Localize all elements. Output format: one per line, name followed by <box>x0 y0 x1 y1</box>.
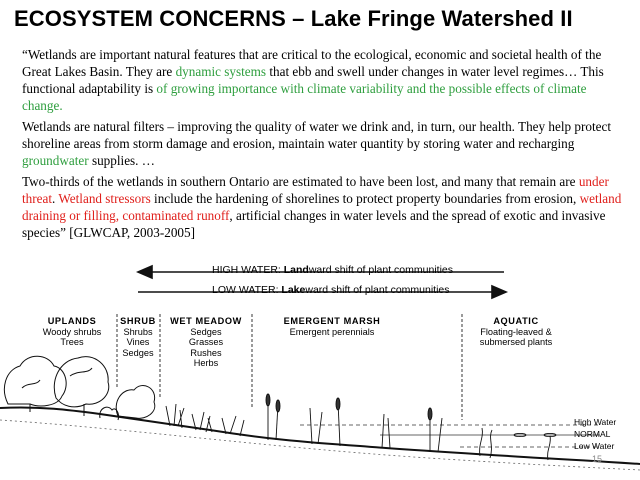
paragraph-2: Wetlands are natural filters – improving the quality of water we drink and, in turn, our health. They help protect shoreline areas from storm damage and erosion, maintain water quantity by storing water and recharging groundwater supplies. … <box>22 119 612 168</box>
normal-water-label: NORMAL <box>574 429 611 439</box>
zone-wet-meadow: WET MEADOW Sedges Grasses Rushes Herbs <box>170 316 242 368</box>
zone-aquatic: AQUATIC Floating-leaved & submersed plants <box>479 316 553 347</box>
page-number: 15 <box>591 454 602 464</box>
low-water-label: Low Water <box>574 441 615 451</box>
zone-emergent-marsh: EMERGENT MARSH Emergent perennials <box>283 316 381 337</box>
high-water-label: High Water <box>574 417 617 427</box>
zone-uplands: UPLANDS Woody shrubs Trees <box>42 316 102 347</box>
aquatic-plants <box>480 428 556 460</box>
paragraph-3: Two-thirds of the wetlands in southern Ontario are estimated to have been lost, and many that remain are under threat. Wetland stressors include the hardening of shorelines to protect property boundaries from erosion, wetland draining or filling, contaminated runoff, artificial changes in water levels and the spread of exotic and invasive species” [GLWCAP, 2003-2005] <box>22 174 622 240</box>
wetland-cross-section-illustration <box>0 248 640 480</box>
paragraph-1: “Wetlands are important natural features that are critical to the ecological, economic and societal health of the Great Lakes Basin. They are dynamic systems that ebb and swell under changes in water level regimes… This functional adaptability is of growing importance with climate variability and the possible effects of climate change. <box>22 47 604 113</box>
wetland-zones-diagram <box>0 248 640 480</box>
slide-title: ECOSYSTEM CONCERNS – Lake Fringe Watershed II <box>14 6 573 31</box>
low-water-arrow-label: LOW WATER: Lakeward shift of plant communities <box>212 284 450 296</box>
meadow-grasses <box>166 404 244 436</box>
high-water-arrow-label: HIGH WATER: Landward shift of plant communities <box>212 264 453 276</box>
body-text <box>22 46 622 245</box>
zone-shrub: SHRUB Shrubs Vines Sedges <box>120 316 156 358</box>
emergent-marsh-plants <box>266 394 442 452</box>
